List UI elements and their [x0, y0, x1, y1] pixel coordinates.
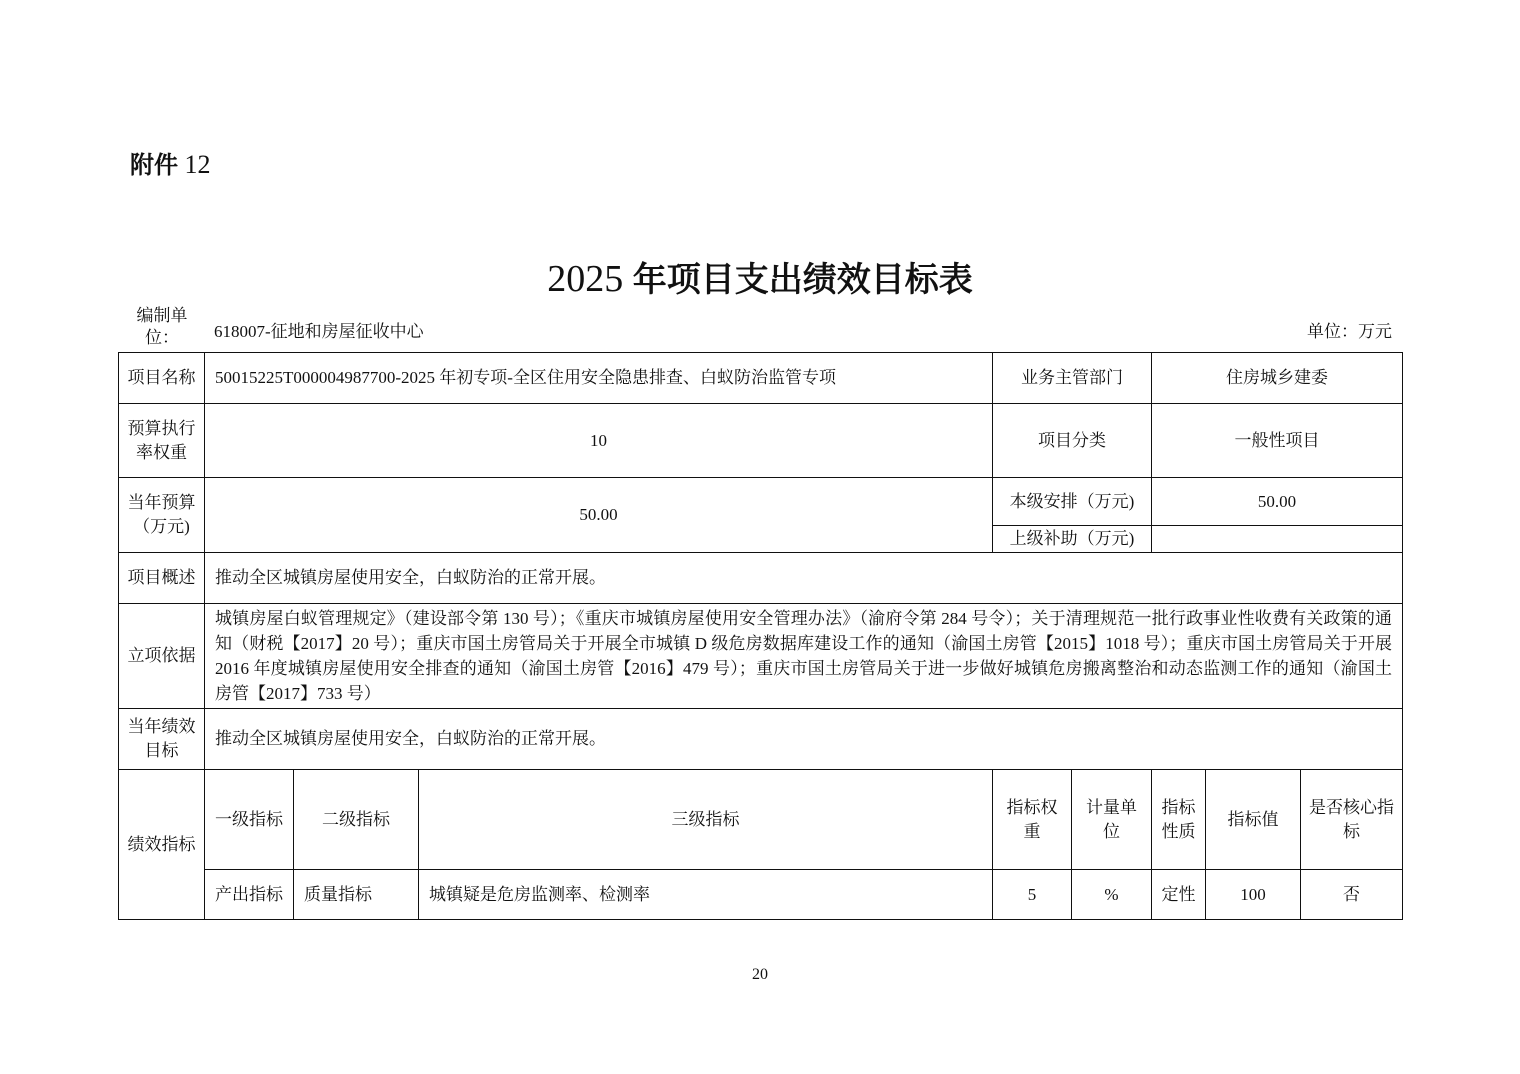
- table-row: [119, 870, 1403, 920]
- superior-value: [1152, 526, 1403, 553]
- annex-label: [130, 145, 211, 180]
- local-value: 50.00: [1152, 478, 1403, 526]
- row-level2: 质量指标: [294, 870, 419, 920]
- weight-label: 预算执行率权重: [119, 404, 205, 478]
- weight-row: [119, 404, 1403, 478]
- project-name-value: 50015225T000004987700-2025 年初专项-全区住用安全隐患排查、白蚁防治监管专项: [205, 353, 993, 404]
- title-year: 2025: [547, 258, 624, 300]
- project-name-row: [119, 353, 1403, 404]
- overview-label: 项目概述: [119, 553, 205, 604]
- page-number: 20: [752, 966, 768, 983]
- row-level3: 城镇疑是危房监测率、检测率: [419, 870, 993, 920]
- page-title: [0, 252, 1520, 301]
- basis-value: 城镇房屋白蚁管理规定》（建设部令第 130 号）；《重庆市城镇房屋使用安全管理办法》（渝府令第 284 号令）；关于清理规范一批行政事业性收费有关政策的通知（财税【2017】20 号）；重庆市国土房管局关于开展全市城镇 D 级危房数据库建设工作的通知（渝国土房管【2015】1018 号）；重庆市国土房管局关于开展 2016 年度城镇房屋使用安全排查的通知（渝国土房管【2016】479 号）；重庆市国土房管局关于进一步做好城镇危房搬离整治和动态监测工作的通知（渝国土房管【2017】733 号）: [205, 604, 1403, 709]
- goal-label: 当年绩效目标: [119, 709, 205, 770]
- annex-label-text: 附件: [130, 151, 178, 179]
- dept-label: 业务主管部门: [993, 353, 1152, 404]
- performance-table: [118, 352, 1403, 920]
- budget-row: [119, 478, 1403, 526]
- header-core: 是否核心指标: [1301, 770, 1403, 870]
- header-level2: 二级指标: [294, 770, 419, 870]
- goal-value: 推动全区城镇房屋使用安全，白蚁防治的正常开展。: [205, 709, 1403, 770]
- row-weight: 5: [993, 870, 1072, 920]
- weight-value: 10: [205, 404, 993, 478]
- budget-value: 50.00: [205, 478, 993, 553]
- local-label: 本级安排（万元): [993, 478, 1152, 526]
- unit-label: 单位：万元: [1307, 322, 1392, 341]
- basis-row: [119, 604, 1403, 709]
- row-level1: 产出指标: [205, 870, 294, 920]
- header-weight: 指标权重: [993, 770, 1072, 870]
- budget-label: 当年预算（万元): [119, 478, 205, 553]
- header-value: 指标值: [1206, 770, 1301, 870]
- header-level1: 一级指标: [205, 770, 294, 870]
- row-value: 100: [1206, 870, 1301, 920]
- goal-row: [119, 709, 1403, 770]
- category-label: 项目分类: [993, 404, 1152, 478]
- project-name-label: 项目名称: [119, 353, 205, 404]
- row-unit: %: [1072, 870, 1152, 920]
- header-nature: 指标性质: [1152, 770, 1206, 870]
- header-unit: 计量单位: [1072, 770, 1152, 870]
- category-value: 一般性项目: [1152, 404, 1403, 478]
- indicator-header-row: [119, 770, 1403, 870]
- org-label: 编制单位：: [136, 306, 188, 347]
- superior-label: 上级补助（万元): [993, 526, 1152, 553]
- indicators-label: 绩效指标: [119, 770, 205, 920]
- row-core: 否: [1301, 870, 1403, 920]
- annex-number: 12: [184, 150, 211, 179]
- row-nature: 定性: [1152, 870, 1206, 920]
- header-level3: 三级指标: [419, 770, 993, 870]
- overview-value: 推动全区城镇房屋使用安全，白蚁防治的正常开展。: [205, 553, 1403, 604]
- dept-value: 住房城乡建委: [1152, 353, 1403, 404]
- overview-row: [119, 553, 1403, 604]
- basis-label: 立项依据: [119, 604, 205, 709]
- org-value: 618007-征地和房屋征收中心: [214, 322, 424, 341]
- title-text: 年项目支出绩效目标表: [632, 260, 973, 300]
